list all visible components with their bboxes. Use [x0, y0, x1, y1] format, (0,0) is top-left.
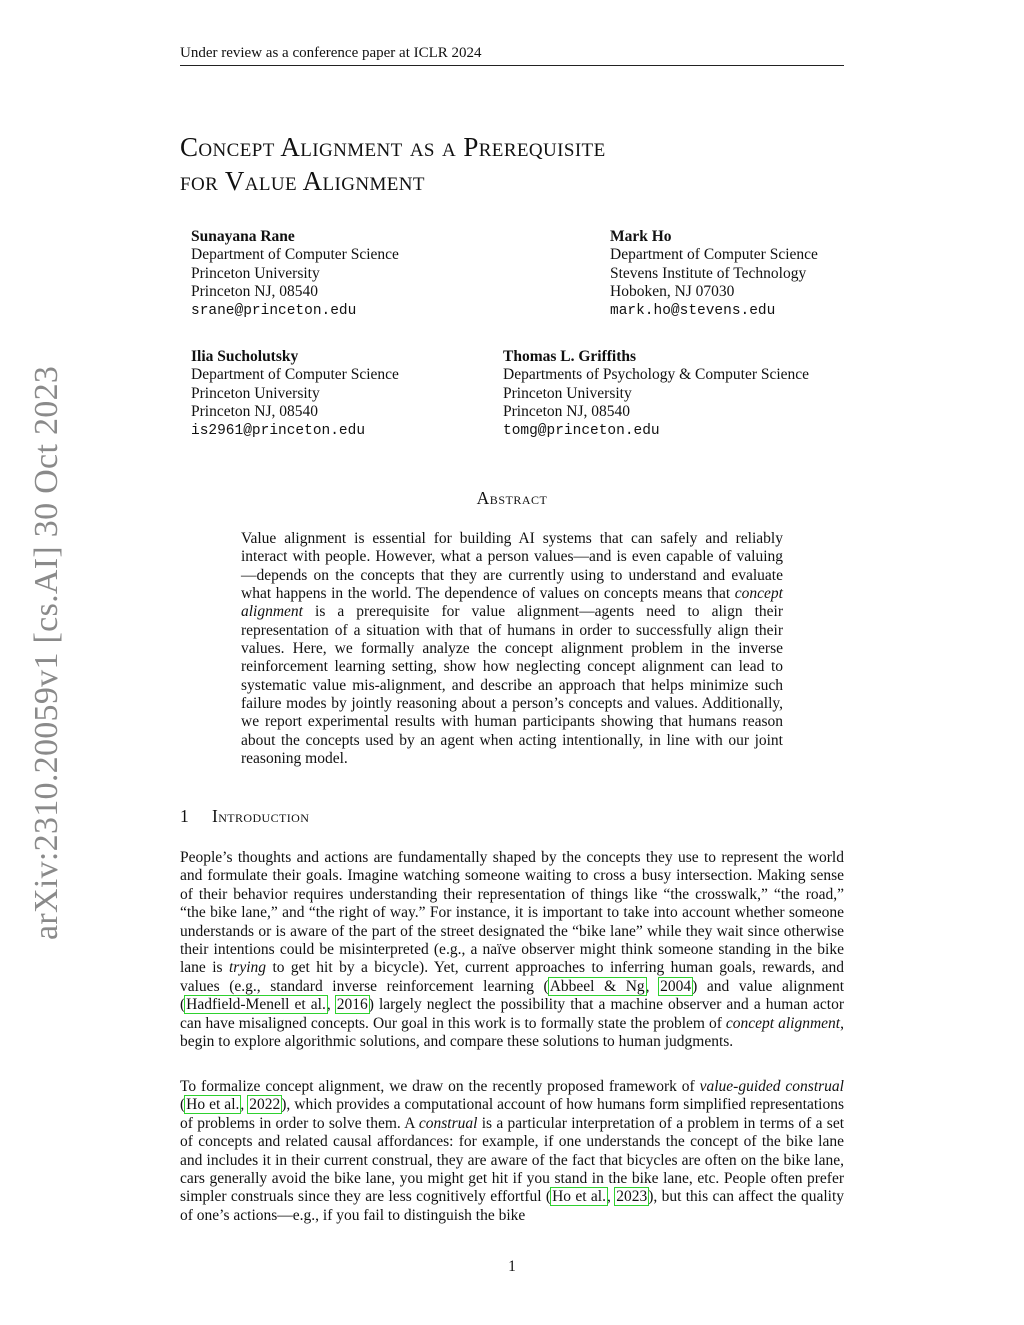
paragraph-text: , — [326, 996, 336, 1014]
author-institution: Princeton University — [191, 384, 320, 402]
citation-year-link[interactable]: 2022 — [249, 1096, 281, 1114]
author-dept: Department of Computer Science — [610, 246, 818, 264]
emphasis: value-guided construal — [699, 1078, 844, 1095]
citation-link[interactable]: Hadfield-Menell et al. — [186, 996, 326, 1014]
author-institution: Princeton University — [191, 264, 320, 282]
abstract-emphasis: concept alignment — [241, 585, 783, 621]
author-email[interactable]: is2961@princeton.edu — [191, 422, 366, 439]
paragraph-text: is a particular interpretation of a problem in terms of a set of concepts and related causal affordances: for example, if one understands the concept of the bike lane and includes it in their current construal, they are aware of the fact that bicycles are often on the bike lane, cars generally avoid the bike lane, you might get hit if you stand in the bike lane, etc. People often prefer simpler construals since they are less cognitively effortful ( — [180, 1114, 845, 1206]
author-address: Princeton NJ, 08540 — [191, 283, 319, 301]
author-block-1 — [191, 228, 399, 320]
author-dept: Department of Computer Science — [191, 366, 399, 384]
paragraph-text: ) largely neglect the possibility that a machine observer and a human actor can have misaligned concepts. Our goal in this work is to formally state the problem of — [180, 996, 845, 1032]
abstract-heading: Abstract — [476, 488, 548, 508]
abstract-text: Value alignment is essential for building AI systems that can safely and reliably interact with people. However, what a person values—and is even capable of valuing—depends on the concepts that they are currently using to understand and evaluate what happens in the world. The dependence of values on concepts means that — [241, 530, 783, 603]
author-name: Mark Ho — [610, 228, 672, 245]
abstract-body — [241, 530, 783, 768]
page-number: 1 — [508, 1258, 516, 1275]
author-name: Thomas L. Griffiths — [503, 348, 637, 365]
paragraph-text: ( — [180, 1096, 186, 1114]
arxiv-stamp: arXiv:2310.20059v1 [cs.AI] 30 Oct 2023 — [28, 365, 65, 940]
paragraph-text: , — [606, 1188, 616, 1206]
emphasis: concept alignment — [725, 1014, 841, 1032]
emphasis: trying — [229, 959, 267, 977]
paragraph-text: , begin to explore algorithmic solutions, and compare these solutions to human judgments. — [180, 1014, 844, 1051]
emphasis: construal — [418, 1114, 478, 1132]
title-line-2: for Value Alignment — [180, 166, 425, 196]
title-line-1: Concept Alignment as a Prerequisite — [180, 132, 606, 162]
paragraph-text: ), but this can affect the quality of one’s actions—e.g., if you fail to distinguish the bike — [180, 1188, 844, 1224]
author-email[interactable]: mark.ho@stevens.edu — [610, 302, 776, 319]
paragraph-text: To formalize concept alignment, we draw on the recently proposed framework of — [180, 1078, 700, 1095]
author-email[interactable]: srane@princeton.edu — [191, 302, 357, 319]
citation-year-link[interactable]: 2016 — [336, 996, 368, 1014]
running-header: Under review as a conference paper at ICLR 2024 — [180, 44, 844, 66]
author-block-3 — [191, 348, 399, 440]
section-number: 1 — [180, 806, 190, 826]
author-email[interactable]: tomg@princeton.edu — [503, 422, 660, 439]
section-title: Introduction — [212, 806, 310, 826]
author-name: Ilia Sucholutsky — [191, 348, 299, 365]
paragraph-text: to get hit by a bicycle). Yet, current approaches to inferring human goals, rewards, and values (e.g., standard inverse reinforcement learning ( — [180, 959, 844, 995]
section-heading — [180, 806, 309, 827]
author-block-2 — [610, 228, 818, 320]
author-block-4 — [503, 348, 809, 440]
paragraph-text: , — [240, 1096, 249, 1114]
citation-link[interactable]: Abbeel & Ng — [549, 977, 645, 995]
author-dept: Departments of Psychology & Computer Science — [503, 366, 810, 384]
citation-link[interactable]: Ho et al. — [552, 1188, 606, 1206]
paragraph-text: People’s thoughts and actions are fundamentally shaped by the concepts they use to represent the world and formulate their goals. Imagine watching someone waiting to cross a busy intersection. Making sense of their behavior requires understanding their representation of things like “the crosswalk,” “the road,” “the bike lane,” and “the right of way.” For instance, it is important to take into account whether someone understands or is aware of the part of the street designated the “bike lane” while they wait since otherwise their intentions could be misinterpreted (e.g., a naïve observer might think someone standing in the bike lane is — [180, 849, 844, 977]
author-name: Sunayana Rane — [191, 228, 295, 245]
paragraph-text: ), which provides a computational account of how humans form simplified representations of problems in order to solve them. A — [180, 1096, 844, 1132]
intro-paragraph-1 — [180, 849, 844, 1051]
paragraph-text: ) and value alignment ( — [180, 977, 845, 1014]
paragraph-text: , — [645, 977, 660, 995]
citation-year-link[interactable]: 2004 — [660, 977, 692, 995]
abstract-text: is a prerequisite for value alignment—agents need to align their representation of a situation with that of humans in order to successfully align their values. Here, we formally analyze the concept alignment problem in the inverse reinforcement learning setting, show how neglecting concept alignment can lead to systematic value mis-alignment, and describe an approach that helps minimize such failure modes by jointly reasoning about a person’s concepts and values. Additionally, we report experimental results with human participants showing that humans reason about the concepts used by an agent when acting intentionally, in line with our joint reasoning model. — [241, 603, 783, 768]
paper-title — [180, 130, 844, 198]
citation-year-link[interactable]: 2023 — [616, 1188, 648, 1206]
author-address: Princeton NJ, 08540 — [191, 403, 319, 421]
intro-paragraph-2 — [180, 1078, 844, 1225]
citation-link[interactable]: Ho et al. — [186, 1096, 240, 1114]
author-institution: Stevens Institute of Technology — [610, 264, 807, 282]
author-address: Hoboken, NJ 07030 — [610, 283, 735, 301]
author-dept: Department of Computer Science — [191, 246, 399, 264]
author-address: Princeton NJ, 08540 — [503, 403, 631, 421]
author-institution: Princeton University — [503, 384, 632, 402]
